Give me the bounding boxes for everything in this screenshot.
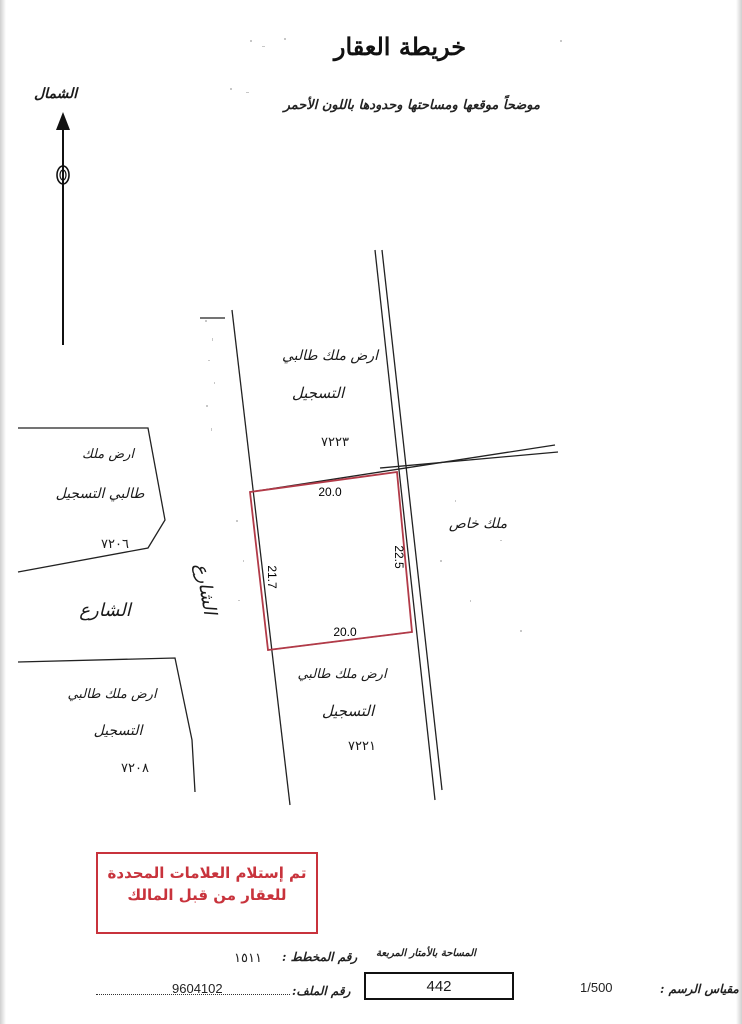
- street-west-label: الشارع: [79, 600, 131, 621]
- dimension-east: 22.5: [392, 545, 406, 569]
- stamp-line2: للعقار من قبل المالك: [127, 886, 287, 904]
- parcel-west-bottom-line2: التسجيل: [93, 723, 143, 739]
- dimension-south: 20.0: [333, 625, 357, 639]
- file-number-value: 9604102: [172, 981, 223, 996]
- parcel-south-number: ٧٢٢١: [348, 739, 376, 754]
- area-box: [364, 972, 514, 1000]
- street-vertical-label: الشارع: [190, 561, 221, 617]
- parcel-north-line2: التسجيل: [291, 384, 345, 402]
- document-title: خريطة العقار: [333, 32, 467, 61]
- parcel-north-line1: ارض ملك طالبي: [282, 348, 378, 364]
- plan-number-label: رقم المخطط :: [282, 950, 358, 964]
- area-label: المساحة بالأمتار المربعة: [376, 948, 476, 959]
- parcel-south-line2: التسجيل: [321, 702, 375, 720]
- dimension-west: 21.7: [265, 565, 279, 589]
- parcel-east-label: ملك خاص: [448, 516, 508, 532]
- parcel-west-bottom-line1: ارض ملك طالبي: [67, 687, 157, 702]
- area-value: 442: [426, 977, 452, 995]
- north-label: الشمال: [34, 86, 78, 102]
- parcel-south-line1: ارض ملك طالبي: [297, 667, 387, 682]
- parcel-west-bottom-number: ٧٢٠٨: [121, 761, 149, 776]
- file-number-label: رقم الملف:: [292, 984, 351, 998]
- parcel-west-top-number: ٧٢٠٦: [101, 537, 129, 552]
- north-arrow-icon: [56, 112, 70, 345]
- document-subtitle: موضحاً موقعها ومساحتها وحدودها باللون الأحمر: [283, 98, 540, 113]
- scale-label: مقياس الرسم :: [660, 982, 739, 996]
- scale-value: 1/500: [580, 980, 613, 995]
- received-stamp: [96, 852, 318, 934]
- parcel-west-top-line2: طالبي التسجيل: [55, 486, 145, 502]
- scan-noise: [205, 38, 562, 632]
- parcel-north-number: ٧٢٢٣: [321, 435, 349, 450]
- dimension-north: 20.0: [318, 485, 342, 499]
- plan-number-value: ١٥١١: [234, 950, 262, 965]
- stamp-line1: تم إستلام العلامات المحددة: [107, 864, 307, 882]
- parcel-west-top-line1: ارض ملك: [82, 447, 134, 462]
